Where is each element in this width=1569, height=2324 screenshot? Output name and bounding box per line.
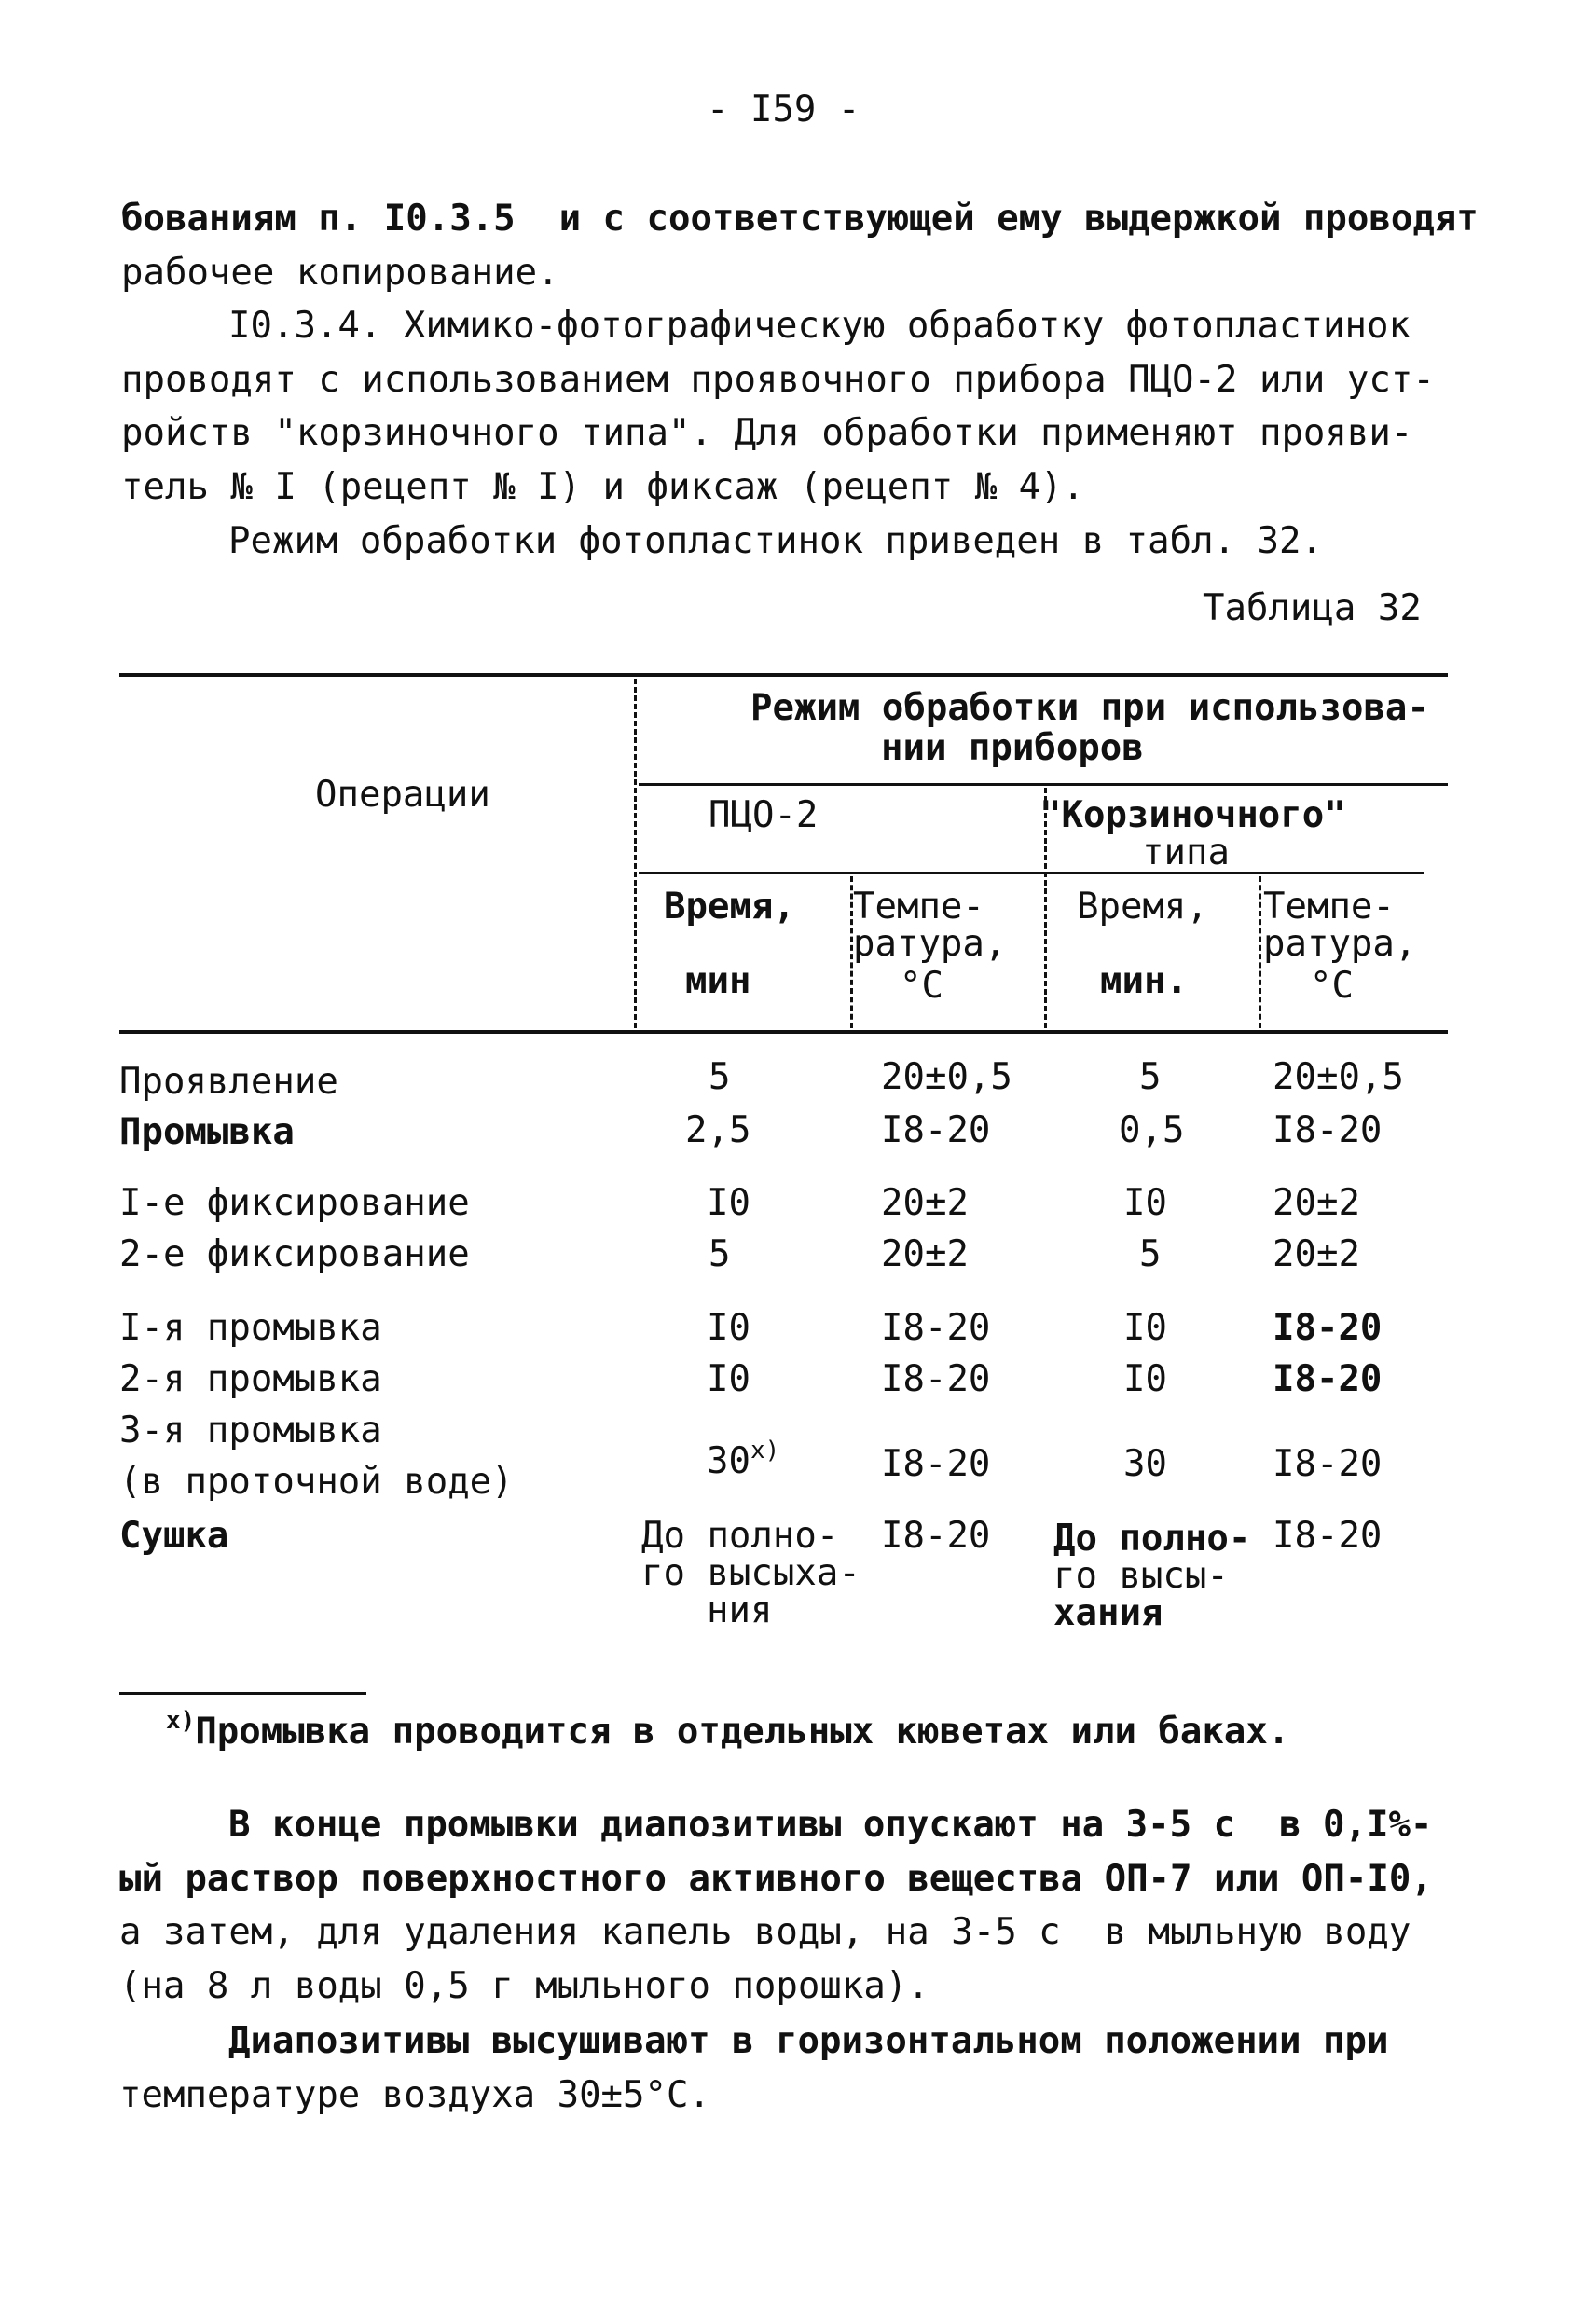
row-8-operation: Сушка — [119, 1515, 229, 1557]
para-end-line-1: В конце промывки диапозитивы опускают на 3-5 с в 0,I%- — [228, 1804, 1433, 1846]
header-bottom-rule — [119, 1030, 1448, 1034]
row-3-temp-pco: 20±2 — [881, 1182, 969, 1224]
header-temp-pco-line-3: °C — [900, 965, 943, 1007]
row-4-time-basket: 5 — [1139, 1233, 1162, 1275]
divider-operations — [634, 679, 637, 1028]
row-7-operation-line-1: 3-я промывка — [119, 1410, 382, 1451]
para-1034-line-2: проводят с использованием проявочного прибора ПЦО-2 или уст- — [121, 359, 1435, 401]
footnote-marker: x) — [166, 1707, 196, 1735]
para-1034-line-3: ройств "корзиночного типа". Для обработки применяют прояви- — [121, 412, 1413, 454]
header-group-line-1: Режим обработки при использова- — [750, 687, 1429, 729]
row-8-time-pco-line-1: До полно- — [641, 1515, 839, 1557]
row-8-time-pco-line-2: го высыха- — [641, 1552, 860, 1594]
row-6-temp-pco: I8-20 — [881, 1358, 991, 1400]
header-time-pco-line-2: мин — [685, 960, 751, 1002]
row-6-temp-basket: I8-20 — [1273, 1358, 1383, 1400]
row-7-temp-pco: I8-20 — [881, 1443, 991, 1485]
header-rule-1 — [639, 783, 1448, 786]
row-3-operation: I-е фиксирование — [119, 1182, 470, 1224]
row-7-temp-basket: I8-20 — [1273, 1443, 1383, 1485]
header-time-basket-line-2: мин. — [1100, 960, 1188, 1002]
row-1-temp-basket: 20±0,5 — [1273, 1056, 1404, 1098]
row-6-time-pco: I0 — [707, 1358, 750, 1400]
row-7-time-basket: 30 — [1123, 1443, 1167, 1485]
row-2-time-pco: 2,5 — [685, 1109, 751, 1151]
row-5-temp-basket: I8-20 — [1273, 1307, 1383, 1349]
row-8-time-basket-line-1: До полно- — [1053, 1518, 1251, 1560]
header-group-line-2: нии приборов — [881, 727, 1144, 769]
para-dry-line-1: Диапозитивы высушивают в горизонтальном положении при — [228, 2020, 1389, 2062]
divider-basket-time-temp — [1259, 876, 1261, 1028]
row-3-time-basket: I0 — [1123, 1182, 1167, 1224]
header-device-basket-line-2: типа — [1142, 832, 1230, 873]
header-temp-basket-line-2: ратура, — [1263, 923, 1417, 965]
header-temp-basket-line-1: Темпе- — [1263, 886, 1395, 928]
row-6-operation: 2-я промывка — [119, 1358, 382, 1400]
table-top-rule — [119, 673, 1448, 677]
row-1-temp-pco: 20±0,5 — [881, 1056, 1012, 1098]
header-rule-2 — [639, 872, 1424, 874]
row-1-time-pco: 5 — [709, 1056, 731, 1098]
row-8-time-basket-line-3: хания — [1053, 1592, 1163, 1634]
row-8-temp-pco: I8-20 — [881, 1515, 991, 1557]
row-7-time-pco — [707, 1437, 780, 1484]
para-dry-line-2: температуре воздуха 30±5°C. — [119, 2074, 710, 2116]
footnote-separator — [119, 1692, 366, 1695]
row-8-temp-basket: I8-20 — [1273, 1515, 1383, 1557]
row-5-time-basket: I0 — [1123, 1307, 1167, 1349]
row-5-temp-pco: I8-20 — [881, 1307, 991, 1349]
row-2-temp-basket: I8-20 — [1273, 1109, 1383, 1151]
para-end-line-2: ый раствор поверхностного активного вещества ОП-7 или ОП-I0, — [119, 1858, 1433, 1900]
row-7-time-pco-value: 30 — [707, 1440, 750, 1482]
header-operations: Операции — [315, 774, 490, 816]
table-caption: Таблица 32 — [1203, 587, 1422, 629]
row-5-operation: I-я промывка — [119, 1307, 382, 1349]
para-end-line-3: а затем, для удаления капель воды, на 3-5 с в мыльную воду — [119, 1911, 1411, 1953]
header-temp-pco-line-1: Темпе- — [853, 886, 984, 928]
row-1-time-basket: 5 — [1139, 1056, 1162, 1098]
row-7-operation-line-2: (в проточной воде) — [119, 1461, 514, 1503]
row-4-temp-basket: 20±2 — [1273, 1233, 1360, 1275]
para-end-line-4: (на 8 л воды 0,5 г мыльного порошка). — [119, 1965, 929, 2007]
header-temp-basket-line-3: °C — [1310, 965, 1354, 1007]
para-mode: Режим обработки фотопластинок приведен в табл. 32. — [228, 520, 1323, 562]
intro-line-1: бованиям п. I0.3.5 и с соответствующей ему выдержкой проводят — [121, 198, 1479, 240]
row-8-time-pco-line-3: ния — [707, 1589, 773, 1631]
row-2-time-basket: 0,5 — [1119, 1109, 1185, 1151]
para-1034-line-4: тель № I (рецепт № I) и фиксаж (рецепт № 4). — [121, 466, 1085, 508]
header-time-pco-line-1: Время, — [664, 886, 795, 928]
row-4-temp-pco: 20±2 — [881, 1233, 969, 1275]
row-4-operation: 2-е фиксирование — [119, 1233, 470, 1275]
row-1-operation: Проявление — [119, 1061, 338, 1103]
row-2-temp-pco: I8-20 — [881, 1109, 991, 1151]
footnote — [166, 1707, 1290, 1754]
footnote-text: Промывка проводится в отдельных кюветах или баках. — [195, 1711, 1290, 1753]
row-5-time-pco: I0 — [707, 1307, 750, 1349]
header-device-basket-line-1: "Корзиночного" — [1039, 794, 1346, 836]
footnote-ref: x) — [750, 1437, 780, 1465]
row-2-operation: Промывка — [119, 1111, 295, 1153]
row-8-time-basket-line-2: го высы- — [1053, 1555, 1229, 1597]
row-3-time-pco: I0 — [707, 1182, 750, 1224]
header-device-pco: ПЦО-2 — [709, 794, 819, 836]
page-number: - I59 - — [707, 89, 860, 131]
intro-line-2: рабочее копирование. — [121, 252, 559, 294]
header-time-basket-line-1: Время, — [1077, 886, 1208, 928]
row-6-time-basket: I0 — [1123, 1358, 1167, 1400]
header-temp-pco-line-2: ратура, — [853, 923, 1007, 965]
row-3-temp-basket: 20±2 — [1273, 1182, 1360, 1224]
para-1034-line-1: I0.3.4. Химико-фотографическую обработку фотопластинок — [228, 305, 1411, 347]
row-4-time-pco: 5 — [709, 1233, 731, 1275]
